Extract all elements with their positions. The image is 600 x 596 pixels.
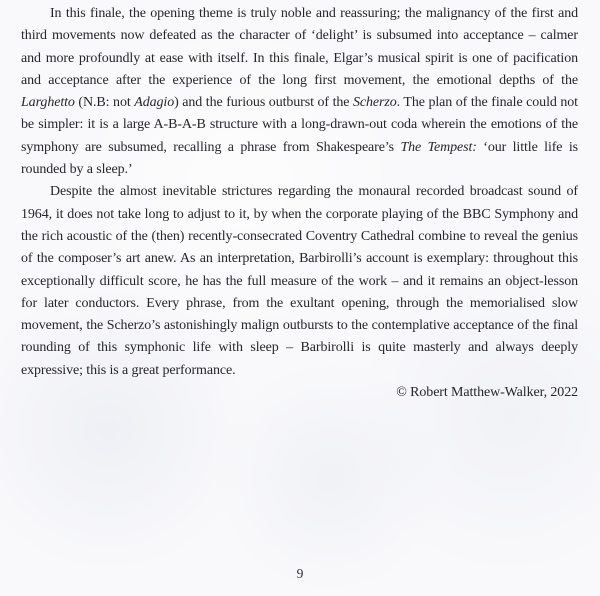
paragraph-finale: In this finale, the opening theme is truly noble and reassuring; the malignancy of the first and third movements now defeated as the character of ‘delight’ is subsumed into acceptance – calmer and more profoundly at ease with itself. In this finale, Elgar’s musical spirit is one of pacification and acceptance after the experience of the long first movement, the emotional depths of the Larghetto (N.B: not Adagio) and the furious outburst of the Scherzo. The plan of the finale could not be simpler: it is a large A-B-A-B structure with a long-drawn-out coda wherein the emotions of the symphony are subsumed, recalling a phrase from Shakespeare’s The Tempest: ‘our little life is rounded by a sleep.’ xyxy=(21,6,578,178)
page-number: 9 xyxy=(296,566,304,581)
text-block xyxy=(21,3,578,404)
attribution-line: © Robert Matthew-Walker, 2022 xyxy=(396,385,578,401)
paragraph-recording: Despite the almost inevitable strictures regarding the monaural recorded broadcast sound of 1964, it does not take long to adjust to it, by when the corporate playing of the BBC Symphony and the rich acoustic of the (then) recently-consecrated Coventry Cathedral combine to reveal the genius of the composer’s art anew. As an interpretation, Barbirolli’s account is exemplary: throughout this exceptionally difficult score, he has the full measure of the work – and it remains an object-lesson for later conductors. Every phrase, from the exultant opening, through the memorialised slow movement, the Scherzo’s astonishingly malign outbursts to the contemplative acceptance of the final rounding of this symphonic life with sleep – Barbirolli is quite masterly and always deeply expressive; this is a great performance. xyxy=(21,184,578,378)
